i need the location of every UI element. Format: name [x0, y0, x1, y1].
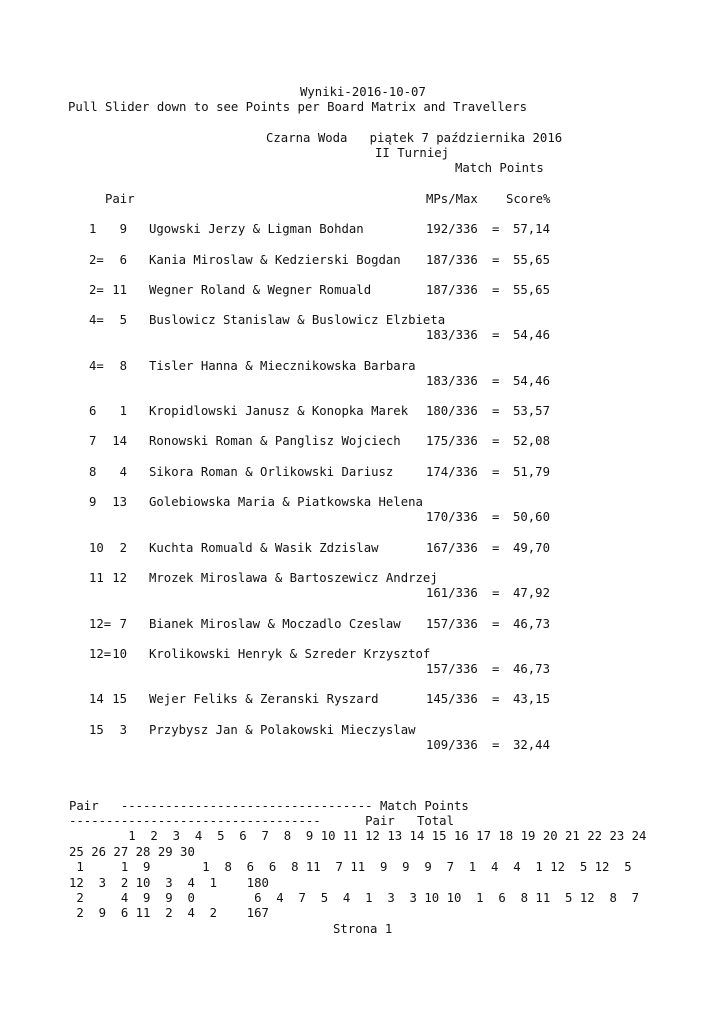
score-percent: 47,92: [512, 586, 550, 600]
matrix-line: 12 3 2 10 3 4 1 180: [69, 876, 269, 890]
place: 12=: [89, 617, 112, 631]
pair-names: Przybysz Jan & Polakowski Mieczyslaw: [149, 723, 416, 737]
mps-over-max: 187/336: [426, 283, 478, 297]
pair-names: Kania Miroslaw & Kedzierski Bogdan: [149, 253, 401, 267]
equals-sign: =: [492, 662, 500, 676]
score-percent: 54,46: [512, 374, 550, 388]
event-name: II Turniej: [375, 146, 450, 160]
score-percent: 50,60: [512, 510, 550, 524]
equals-sign: =: [492, 222, 500, 236]
place: 8: [89, 465, 97, 479]
equals-sign: =: [492, 328, 500, 342]
pair-number: 2: [119, 541, 127, 555]
score-percent: 57,14: [512, 222, 550, 236]
column-header-pair: Pair: [105, 192, 135, 206]
mps-over-max: 170/336: [426, 510, 478, 524]
place: 7: [89, 434, 97, 448]
matrix-line: 2 9 6 11 2 4 2 167: [69, 906, 269, 920]
score-percent: 55,65: [512, 283, 550, 297]
pair-number: 9: [119, 222, 127, 236]
page-number: Strona 1: [333, 922, 393, 936]
equals-sign: =: [492, 283, 500, 297]
pair-number: 13: [112, 495, 127, 509]
score-percent: 46,73: [512, 662, 550, 676]
place: 2=: [89, 253, 104, 267]
place: 6: [89, 404, 97, 418]
mps-over-max: 157/336: [426, 617, 478, 631]
place: 14: [89, 692, 104, 706]
pair-names: Wejer Feliks & Zeranski Ryszard: [149, 692, 379, 706]
score-percent: 49,70: [512, 541, 550, 555]
score-percent: 52,08: [512, 434, 550, 448]
place: 9: [89, 495, 97, 509]
pair-number: 1: [119, 404, 127, 418]
place: 4=: [89, 313, 104, 327]
matrix-line: 2 4 9 9 0 6 4 7 5 4 1 3 3 10 10 1 6 8 11 5 12 8 7: [69, 891, 640, 905]
place: 4=: [89, 359, 104, 373]
pair-number: 11: [112, 283, 127, 297]
report-subtitle: Pull Slider down to see Points per Board Matrix and Travellers: [68, 100, 528, 114]
pair-number: 10: [112, 647, 127, 661]
pair-names: Krolikowski Henryk & Szreder Krzysztof: [149, 647, 431, 661]
score-percent: 46,73: [512, 617, 550, 631]
score-percent: 51,79: [512, 465, 550, 479]
pair-names: Tisler Hanna & Miecznikowska Barbara: [149, 359, 416, 373]
place: 10: [89, 541, 104, 555]
pair-names: Ugowski Jerzy & Ligman Bohdan: [149, 222, 364, 236]
score-percent: 53,57: [512, 404, 550, 418]
mps-over-max: 161/336: [426, 586, 478, 600]
pair-names: Golebiowska Maria & Piatkowska Helena: [149, 495, 423, 509]
pair-names: Kuchta Romuald & Wasik Zdzislaw: [149, 541, 379, 555]
pair-names: Ronowski Roman & Panglisz Wojciech: [149, 434, 401, 448]
pair-names: Kropidlowski Janusz & Konopka Marek: [149, 404, 409, 418]
equals-sign: =: [492, 510, 500, 524]
place: 1: [89, 222, 97, 236]
pair-number: 5: [119, 313, 127, 327]
matrix-line: ---------------------------------- Pair Total: [69, 814, 454, 828]
mps-over-max: 145/336: [426, 692, 478, 706]
column-header-mps-max: MPs/Max: [426, 192, 478, 206]
pair-number: 8: [119, 359, 127, 373]
equals-sign: =: [492, 617, 500, 631]
score-percent: 55,65: [512, 253, 550, 267]
mps-over-max: 157/336: [426, 662, 478, 676]
matrix-line: 25 26 27 28 29 30: [69, 845, 195, 859]
mps-over-max: 187/336: [426, 253, 478, 267]
equals-sign: =: [492, 253, 500, 267]
place: 15: [89, 723, 104, 737]
equals-sign: =: [492, 541, 500, 555]
pair-number: 4: [119, 465, 127, 479]
mps-over-max: 174/336: [426, 465, 478, 479]
mps-over-max: 109/336: [426, 738, 478, 752]
score-percent: 43,15: [512, 692, 550, 706]
mps-over-max: 183/336: [426, 374, 478, 388]
pair-number: 14: [112, 434, 127, 448]
equals-sign: =: [492, 465, 500, 479]
equals-sign: =: [492, 738, 500, 752]
place: 2=: [89, 283, 104, 297]
mps-over-max: 183/336: [426, 328, 478, 342]
score-percent: 54,46: [512, 328, 550, 342]
equals-sign: =: [492, 692, 500, 706]
mps-over-max: 175/336: [426, 434, 478, 448]
pair-number: 6: [119, 253, 127, 267]
matrix-line: 1 2 3 4 5 6 7 8 9 10 11 12 13 14 15 16 17 18 19 20 21 22 23 24: [69, 829, 647, 843]
matrix-line: Pair ---------------------------------- Match Points: [69, 799, 469, 813]
pair-names: Mrozek Miroslawa & Bartoszewicz Andrzej: [149, 571, 438, 585]
pair-names: Bianek Miroslaw & Moczadlo Czeslaw: [149, 617, 401, 631]
mps-over-max: 180/336: [426, 404, 478, 418]
score-percent: 32,44: [512, 738, 550, 752]
pair-names: Sikora Roman & Orlikowski Dariusz: [149, 465, 394, 479]
place: 12=: [89, 647, 112, 661]
report-title: Wyniki-2016-10-07: [300, 85, 426, 99]
matrix-line: 1 1 9 1 8 6 6 8 11 7 11 9 9 9 7 1 4 4 1 12 5 12 5: [69, 860, 632, 874]
equals-sign: =: [492, 586, 500, 600]
venue-date-line: Czarna Woda piątek 7 października 2016: [266, 131, 563, 145]
pair-names: Buslowicz Stanislaw & Buslowicz Elzbieta: [149, 313, 446, 327]
pair-number: 15: [112, 692, 127, 706]
pair-number: 3: [119, 723, 127, 737]
mps-over-max: 167/336: [426, 541, 478, 555]
pair-names: Wegner Roland & Wegner Romuald: [149, 283, 372, 297]
equals-sign: =: [492, 434, 500, 448]
pair-number: 12: [112, 571, 127, 585]
mps-over-max: 192/336: [426, 222, 478, 236]
column-header-score: Score%: [506, 192, 551, 206]
pair-number: 7: [119, 617, 127, 631]
equals-sign: =: [492, 404, 500, 418]
place: 11: [89, 571, 104, 585]
equals-sign: =: [492, 374, 500, 388]
scoring-method: Match Points: [455, 161, 544, 175]
